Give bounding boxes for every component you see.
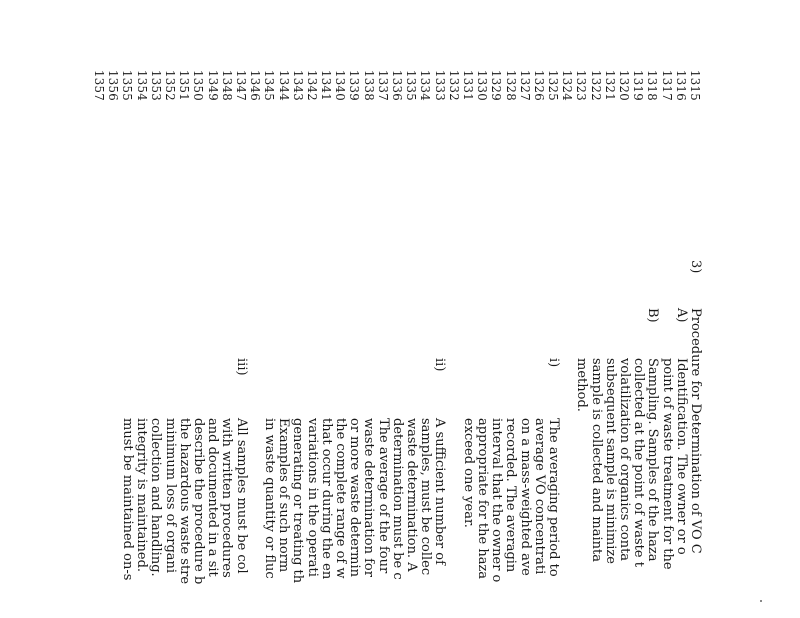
line-number: 1344 — [276, 70, 291, 101]
subsection-a-line: point of waste treatment for the — [659, 358, 675, 570]
item-i-line: on a mass-weighted ave — [517, 418, 533, 576]
line-number: 1321 — [602, 70, 617, 101]
line-number: 1353 — [148, 70, 163, 101]
item-iii-line: All samples must be col — [233, 418, 249, 574]
line-number: 1320 — [617, 70, 632, 101]
line-number: 1336 — [390, 70, 405, 101]
subsection-b-line: method. — [574, 358, 590, 412]
line-number: 1327 — [517, 70, 532, 101]
item-i-marker: i) — [546, 358, 561, 368]
line-number: 1333 — [432, 70, 447, 101]
item-ii-marker: ii) — [432, 358, 448, 372]
line-number: 1315 — [688, 70, 702, 101]
line-number: 1329 — [489, 70, 504, 101]
line-number: 1339 — [347, 70, 362, 101]
item-ii-line: A sufficient number of — [432, 418, 448, 565]
line-number: 1319 — [631, 70, 646, 101]
item-i-line: appropriate for the haza — [475, 418, 490, 580]
item-i-line: interval that the owner o — [489, 418, 505, 583]
item-ii-line: waste determination for — [361, 418, 377, 577]
document-body — [120, 100, 703, 610]
item-ii-line: The average of the four — [375, 418, 391, 574]
item-i-line: exceed one year. — [460, 418, 476, 528]
section-number: 3) — [688, 260, 703, 274]
item-ii-line: Examples of such norm — [276, 418, 292, 573]
line-number: 1342 — [304, 70, 319, 101]
subsection-b-line: collected at the point of waste t — [631, 358, 647, 567]
item-ii-line: variations in the operati — [304, 418, 320, 577]
line-number: 1334 — [418, 70, 433, 101]
line-number: 1331 — [461, 70, 475, 101]
subsection-b-line: Sampling. Samples of the haza — [645, 358, 661, 562]
line-number: 1352 — [163, 70, 178, 101]
subsection-a-marker: A) — [673, 308, 689, 323]
line-number: 1328 — [503, 70, 518, 101]
line-number: 1346 — [248, 70, 263, 101]
line-number-column — [92, 70, 702, 101]
line-number: 1326 — [531, 70, 546, 101]
line-number: 1350 — [191, 70, 206, 101]
item-iii-line: must be maintained on-s — [120, 418, 135, 581]
line-number: 1340 — [333, 70, 348, 101]
item-i-line: average VO concentrati — [531, 418, 547, 575]
line-number: 1318 — [645, 70, 660, 101]
line-number: 1354 — [134, 70, 149, 101]
line-number: 1322 — [588, 70, 603, 101]
item-iii-line: minimum loss of organi — [162, 418, 178, 574]
line-number: 1335 — [404, 70, 419, 101]
item-ii-line: in waste quantity or fluc — [262, 418, 277, 579]
line-number: 1330 — [475, 70, 490, 101]
item-iii-line: and documented in a sit — [205, 418, 221, 577]
item-iii-line: integrity is maintained. — [134, 418, 150, 573]
line-number: 1345 — [262, 70, 277, 101]
item-iii-line: describe the procedure b — [191, 418, 206, 585]
item-i-line: recorded. The averagin — [503, 418, 519, 573]
item-ii-line: determination must be c — [389, 418, 405, 580]
item-ii-line: waste determination. A — [404, 418, 419, 572]
subsection-b-line: sample is collected and mainta — [588, 358, 604, 562]
line-number: 1355 — [120, 70, 135, 101]
line-number: 1341 — [319, 70, 334, 101]
section-heading: Procedure for Determination of VO C — [688, 308, 703, 554]
line-number: 1338 — [361, 70, 376, 101]
line-number: 1348 — [219, 70, 234, 101]
line-number: 1356 — [106, 70, 121, 101]
item-ii-line: generating or treating th — [290, 418, 306, 584]
line-number: 1325 — [546, 70, 561, 101]
line-number: 1351 — [177, 70, 192, 101]
item-iii-line: with written procedures — [219, 418, 235, 578]
item-ii-line: the complete range of w — [333, 418, 348, 579]
line-number: 1324 — [560, 70, 575, 101]
scan-speck — [760, 600, 762, 602]
line-number: 1357 — [92, 70, 107, 101]
item-ii-line: that occur during the en — [318, 418, 334, 580]
item-ii-line: samples, must be collec — [418, 418, 434, 576]
line-number: 1323 — [574, 70, 589, 101]
line-number: 1347 — [234, 70, 248, 101]
item-i-line: The averaging period to — [546, 418, 561, 577]
subsection-a-line: Identification. The owner or o — [673, 358, 689, 555]
item-ii-line: or more waste determin — [347, 418, 363, 577]
subsection-b-line: subsequent sample is minimize — [602, 358, 618, 564]
subsection-b-marker: B) — [645, 308, 661, 323]
item-iii-line: the hazardous waste stre — [176, 418, 192, 585]
line-number: 1343 — [290, 70, 305, 101]
line-number: 1317 — [659, 70, 674, 101]
subsection-b-line: volatilization of organics conta — [617, 358, 632, 562]
line-number: 1349 — [205, 70, 220, 101]
line-number: 1332 — [446, 70, 461, 101]
item-iii-line: collection and handling. — [148, 418, 164, 577]
line-number: 1316 — [673, 70, 688, 101]
item-iii-marker: iii) — [233, 358, 249, 376]
line-number: 1337 — [375, 70, 390, 101]
